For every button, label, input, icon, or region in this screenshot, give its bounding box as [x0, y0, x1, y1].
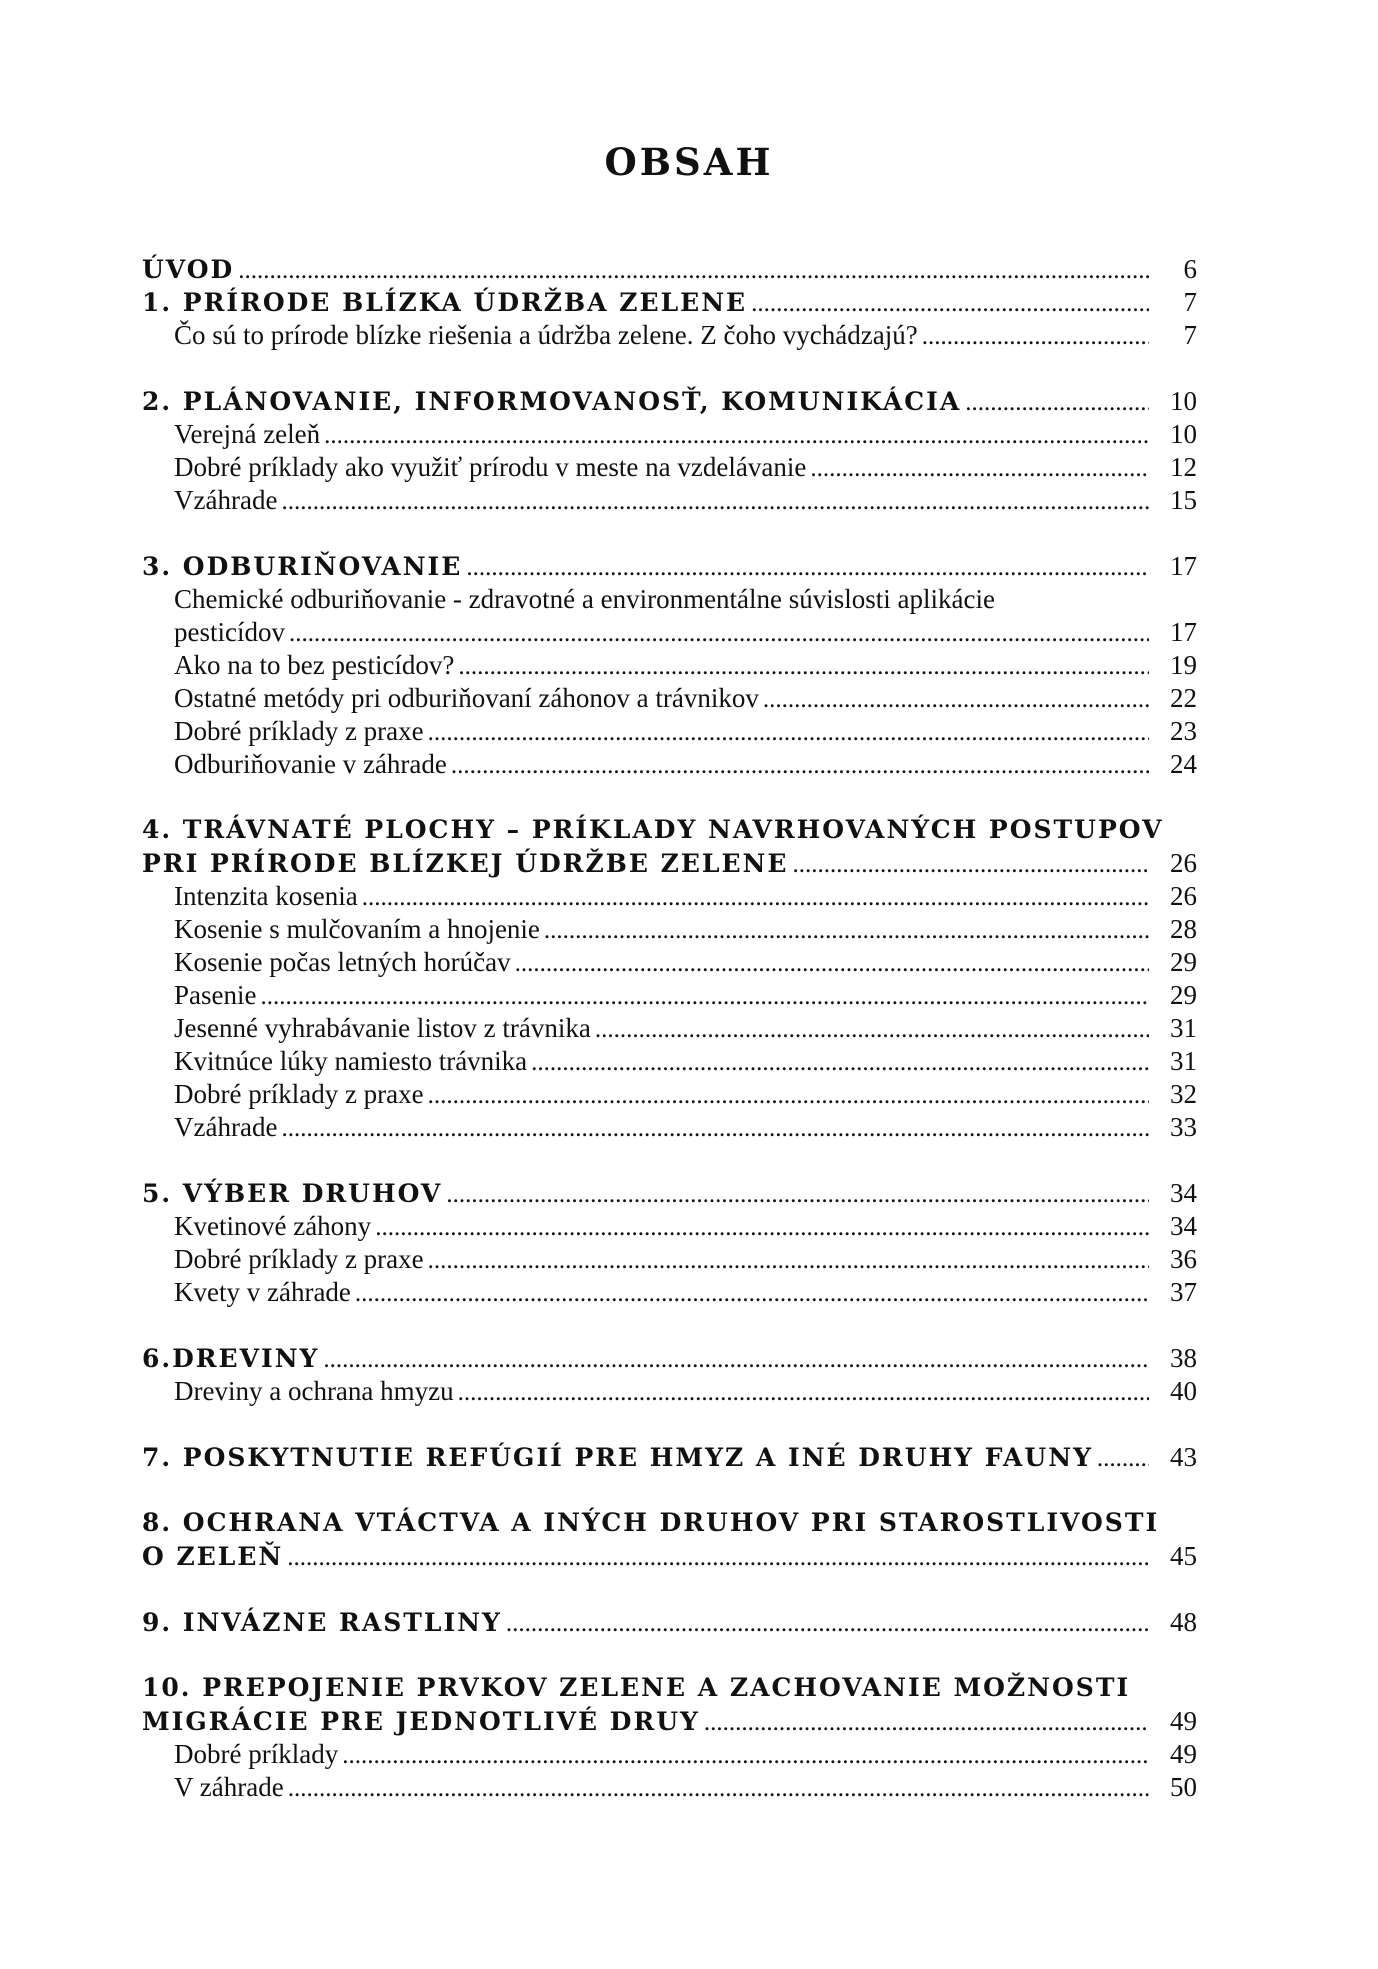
page-title: OBSAH [604, 140, 774, 184]
toc-entry-label: Kosenie počas letných horúčav [174, 947, 511, 977]
toc-page-number: 10 [1170, 419, 1197, 449]
toc-entry-label: Odburiňovanie v záhrade [174, 749, 447, 779]
toc-page-number: 50 [1170, 1772, 1197, 1802]
toc-section-entry[interactable] [142, 914, 1197, 944]
toc-entry-label: Čo sú to prírode blízke riešenia a údržba zelene. Z čoho vychádzajú? [174, 320, 918, 350]
toc-page-number: 36 [1170, 1244, 1197, 1274]
toc-page-number: 45 [1170, 1541, 1197, 1571]
dot-leader [288, 1775, 1149, 1803]
dot-leader [506, 1610, 1149, 1638]
dot-leader [428, 719, 1149, 747]
toc-section-entry[interactable] [142, 617, 1197, 647]
dot-leader [323, 1346, 1149, 1374]
toc-entry-label: O ZELEŇ [142, 1542, 284, 1571]
toc-section-entry[interactable] [142, 1211, 1197, 1241]
toc-entry-label: pesticídov [174, 617, 285, 647]
toc-chapter-entry[interactable] [142, 1508, 1197, 1538]
dot-leader [451, 752, 1149, 780]
toc-section-entry[interactable] [142, 1112, 1197, 1142]
toc-entry-label: 3. ODBURIŇOVANIE [142, 552, 463, 581]
toc-page-number: 15 [1170, 485, 1197, 515]
toc-page-number: 38 [1170, 1343, 1197, 1373]
toc-entry-label: Kvety v záhrade [174, 1277, 351, 1307]
dot-leader [375, 1214, 1149, 1242]
toc-entry-label: MIGRÁCIE PRE JEDNOTLIVÉ DRUY [142, 1707, 700, 1736]
dot-leader [260, 983, 1149, 1011]
toc-entry-label: Kvitnúce lúky namiesto trávnika [174, 1046, 528, 1076]
dot-leader [466, 554, 1149, 582]
toc-entry-label: 10. PREPOJENIE PRVKOV ZELENE A ZACHOVANIE MOŽNOSTI [142, 1673, 1131, 1702]
toc-page-number: 26 [1170, 848, 1197, 878]
toc-entry-label: Kvetinové záhony [174, 1211, 372, 1241]
dot-leader [763, 686, 1149, 714]
dot-leader [595, 1016, 1149, 1044]
dot-leader [458, 653, 1149, 681]
dot-leader [355, 1280, 1149, 1308]
toc-page-number: 49 [1170, 1706, 1197, 1736]
toc-page-number: 22 [1170, 683, 1197, 713]
toc-page-number: 49 [1170, 1739, 1197, 1769]
toc-chapter-entry[interactable] [142, 1343, 1197, 1373]
toc-section-entry[interactable] [142, 1244, 1197, 1274]
toc-section-entry[interactable] [142, 485, 1197, 515]
toc-entry-label: Ako na to bez pesticídov? [174, 650, 455, 680]
toc-page-number: 17 [1170, 617, 1197, 647]
toc-section-entry[interactable] [142, 1079, 1197, 1109]
toc-entry-label: Dobré príklady z praxe [174, 716, 424, 746]
toc-section-entry[interactable] [142, 947, 1197, 977]
toc-chapter-entry[interactable] [142, 848, 1197, 878]
dot-leader [428, 1082, 1149, 1110]
toc-section-entry[interactable] [142, 650, 1197, 680]
toc-section-entry[interactable] [142, 1739, 1197, 1769]
toc-page-number: 19 [1170, 650, 1197, 680]
toc-page-number: 10 [1170, 386, 1197, 416]
toc-section-entry[interactable] [142, 1277, 1197, 1307]
dot-leader [342, 1742, 1149, 1770]
toc-entry-label: 8. OCHRANA VTÁCTVA A INÝCH DRUHOV PRI STAROSTLIVOSTI [142, 1508, 1160, 1537]
toc-entry-label: Dobré príklady [174, 1739, 339, 1769]
toc-chapter-entry[interactable] [142, 386, 1197, 416]
toc-entry-label: 2. PLÁNOVANIE, INFORMOVANOSŤ, KOMUNIKÁCIA [142, 387, 962, 416]
dot-leader [1097, 1445, 1149, 1473]
toc-entry-label: Intenzita kosenia [174, 881, 358, 911]
dot-leader [704, 1709, 1149, 1737]
toc-entry-label: Kosenie s mulčovaním a hnojenie [174, 914, 540, 944]
toc-page-number: 48 [1170, 1607, 1197, 1637]
toc-page-number: 31 [1170, 1013, 1197, 1043]
toc-entry-label: Chemické odburiňovanie - zdravotné a environmentálne súvislosti aplikácie [174, 584, 995, 614]
dot-leader [324, 422, 1149, 450]
toc-page-number: 34 [1170, 1178, 1197, 1208]
toc-page-number: 43 [1170, 1442, 1197, 1472]
dot-leader [922, 323, 1149, 351]
toc-chapter-entry[interactable] [142, 1178, 1197, 1208]
toc-section-entry[interactable] [142, 716, 1197, 746]
toc-page-number: 31 [1170, 1046, 1197, 1076]
dot-leader [458, 1379, 1149, 1407]
toc-section-entry[interactable] [142, 683, 1197, 713]
dot-leader [792, 851, 1149, 879]
toc-entry-label: 9. INVÁZNE RASTLINY [142, 1608, 502, 1637]
toc-chapter-entry[interactable] [142, 1673, 1197, 1703]
toc-page-number: 7 [1183, 287, 1197, 317]
toc-section-entry[interactable] [142, 320, 1197, 350]
toc-entry-label: PRI PRÍRODE BLÍZKEJ ÚDRŽBE ZELENE [142, 849, 789, 878]
toc-page-number: 34 [1170, 1211, 1197, 1241]
toc-section-entry[interactable] [142, 980, 1197, 1010]
toc-page-number: 26 [1170, 881, 1197, 911]
toc-entry-label: 6.DREVINY [142, 1344, 320, 1373]
dot-leader [544, 917, 1149, 945]
toc-entry-label: Dobré príklady z praxe [174, 1079, 424, 1109]
toc-entry-label: Ostatné metódy pri odburiňovaní záhonov a trávnikov [174, 683, 759, 713]
toc-chapter-entry[interactable] [142, 1442, 1197, 1472]
toc-entry-label: 7. POSKYTNUTIE REFÚGIÍ PRE HMYZ A INÉ DRUHY FAUNY [142, 1443, 1093, 1472]
toc-section-entry[interactable] [142, 419, 1197, 449]
toc-section-entry[interactable] [142, 1046, 1197, 1076]
toc-entry-label: Pasenie [174, 980, 257, 1010]
toc-page-number: 6 [1183, 254, 1197, 284]
toc-entry-label: 1. PRÍRODE BLÍZKA ÚDRŽBA ZELENE [142, 288, 748, 317]
dot-leader [281, 1115, 1149, 1143]
toc-entry-label: Vzáhrade [174, 1112, 278, 1142]
toc-section-entry[interactable] [142, 452, 1197, 482]
toc-chapter-entry[interactable] [142, 815, 1197, 845]
dot-leader [362, 884, 1149, 912]
toc-chapter-entry[interactable] [142, 1541, 1197, 1571]
toc-chapter-entry[interactable] [142, 287, 1197, 317]
dot-leader [281, 488, 1149, 516]
dot-leader [515, 950, 1149, 978]
toc-entry-label: 5. VÝBER DRUHOV [142, 1179, 443, 1208]
toc-chapter-entry[interactable] [142, 254, 1197, 284]
dot-leader [287, 1544, 1149, 1572]
toc-entry-label: Dobré príklady z praxe [174, 1244, 424, 1274]
toc-page-number: 29 [1170, 947, 1197, 977]
dot-leader [446, 1181, 1149, 1209]
toc-section-entry[interactable] [142, 1013, 1197, 1043]
toc-page-number: 24 [1170, 749, 1197, 779]
toc-entry-label: Vzáhrade [174, 485, 278, 515]
dot-leader [531, 1049, 1149, 1077]
toc-page-number: 7 [1183, 320, 1197, 350]
toc-chapter-entry[interactable] [142, 1607, 1197, 1637]
toc-page-number: 12 [1170, 452, 1197, 482]
toc-entry-label: Dreviny a ochrana hmyzu [174, 1376, 454, 1406]
toc-section-entry[interactable] [142, 584, 1197, 614]
toc-page-number: 32 [1170, 1079, 1197, 1109]
dot-leader [289, 620, 1149, 648]
toc-section-entry[interactable] [142, 749, 1197, 779]
toc-page-number: 37 [1170, 1277, 1197, 1307]
toc-page-number: 28 [1170, 914, 1197, 944]
toc-entry-label: Verejná zeleň [174, 419, 321, 449]
toc-page-number: 33 [1170, 1112, 1197, 1142]
toc-entry-label: Dobré príklady ako využiť prírodu v meste na vzdelávanie [174, 452, 807, 482]
toc-entry-label: ÚVOD [142, 255, 235, 284]
toc-chapter-entry[interactable] [142, 551, 1197, 581]
toc-chapter-entry[interactable] [142, 1706, 1197, 1736]
toc-section-entry[interactable] [142, 1376, 1197, 1406]
toc-page-number: 40 [1170, 1376, 1197, 1406]
dot-leader [238, 257, 1149, 285]
dot-leader [810, 455, 1149, 483]
toc-entry-label: V záhrade [174, 1772, 284, 1802]
dot-leader [751, 290, 1149, 318]
toc-page-number: 23 [1170, 716, 1197, 746]
toc-section-entry[interactable] [142, 881, 1197, 911]
toc-page-number: 29 [1170, 980, 1197, 1010]
toc-entry-label: Jesenné vyhrabávanie listov z trávnika [174, 1013, 591, 1043]
dot-leader [428, 1247, 1149, 1275]
dot-leader [965, 389, 1149, 417]
toc-entry-label: 4. TRÁVNATÉ PLOCHY – PRÍKLADY NAVRHOVANÝCH POSTUPOV [142, 815, 1164, 844]
toc-section-entry[interactable] [142, 1772, 1197, 1802]
toc-page-number: 17 [1170, 551, 1197, 581]
